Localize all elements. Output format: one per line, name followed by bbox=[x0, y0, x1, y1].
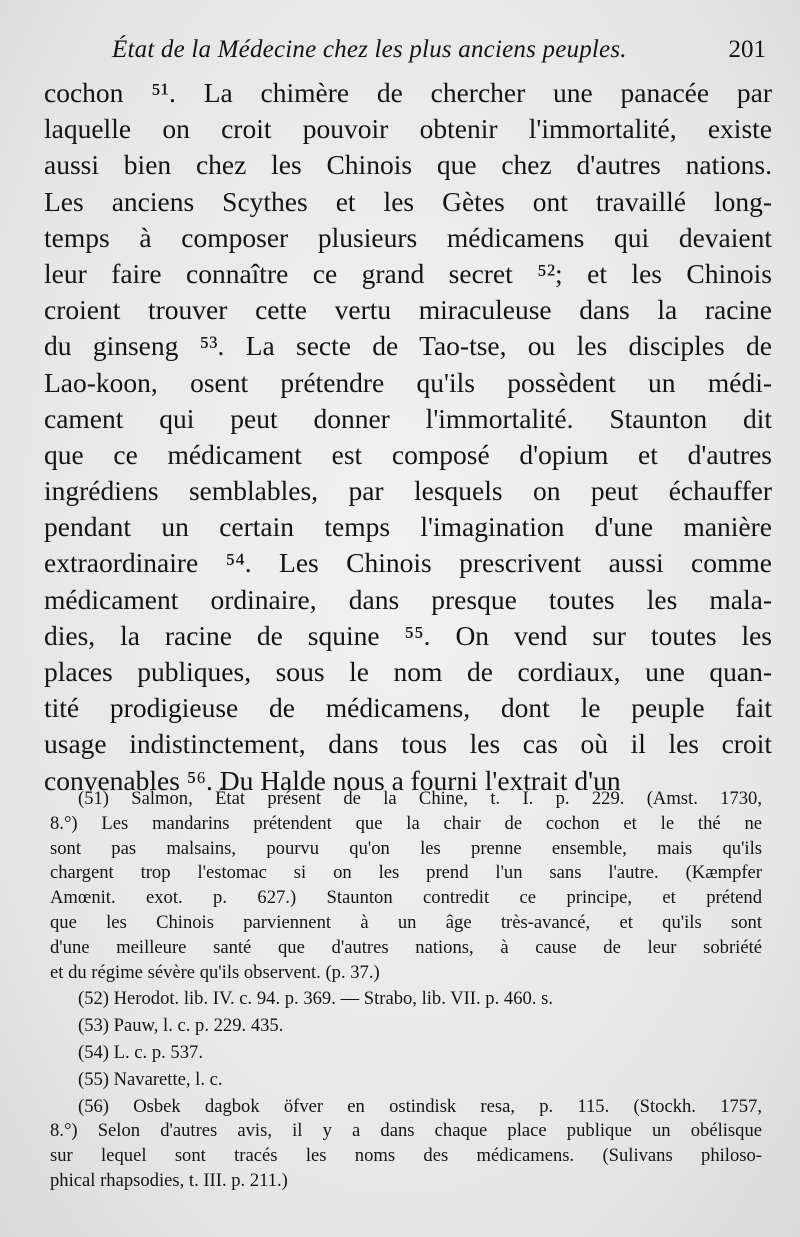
text-line: convenables ⁵⁶. Du Halde nous a fourni l'extrait d'un bbox=[44, 764, 621, 796]
running-title: État de la Médecine chez les plus anciens peuples. bbox=[112, 36, 627, 63]
footnote-line: et du régime sévère qu'ils observent. (p. 37.) bbox=[50, 961, 380, 983]
page-header bbox=[0, 36, 800, 76]
text-line: usage indistinctement, dans tous les cas où il les croit bbox=[44, 728, 772, 760]
text-line: dies, la racine de squine ⁵⁵. On vend sur toutes les bbox=[44, 619, 772, 651]
text-line: Lao-koon, osent prétendre qu'ils possèdent un médi- bbox=[44, 366, 772, 398]
footnote-line: phical rhapsodies, t. III. p. 211.) bbox=[50, 1169, 288, 1191]
footnote-line: 8.°) Les mandarins prétendent que la chair de cochon et le thé ne bbox=[50, 812, 762, 834]
text-line: du ginseng ⁵³. La secte de Tao-tse, ou les disciples de bbox=[44, 330, 772, 362]
footnote-line: (55) Navarette, l. c. bbox=[78, 1068, 223, 1090]
text-line: extraordinaire ⁵⁴. Les Chinois prescrivent aussi comme bbox=[44, 547, 772, 579]
text-line: cochon ⁵¹. La chimère de chercher une panacée par bbox=[44, 77, 772, 108]
text-line: temps à composer plusieurs médicamens qui devaient bbox=[44, 221, 772, 253]
text-line: aussi bien chez les Chinois que chez d'autres nations. bbox=[44, 149, 772, 181]
footnote-line: chargent trop l'estomac si on les prend l'un sans l'autre. (Kæmpfer bbox=[50, 862, 762, 884]
footnote-53 bbox=[50, 1014, 762, 1039]
text-line: tité prodigieuse de médicamens, dont le peuple fait bbox=[44, 692, 772, 724]
text-line: médicament ordinaire, dans presque toutes les mala- bbox=[44, 583, 772, 615]
text-line: Les anciens Scythes et les Gètes ont travaillé long- bbox=[44, 185, 772, 217]
footnotes bbox=[50, 787, 762, 1196]
page-number: 201 bbox=[728, 36, 766, 63]
footnote-51 bbox=[50, 787, 762, 985]
footnote-54 bbox=[50, 1041, 762, 1066]
footnote-56 bbox=[50, 1095, 762, 1194]
text-line: places publiques, sous le nom de cordiaux, une quan- bbox=[44, 656, 772, 687]
footnote-line: sur lequel sont tracés les noms des médicamens. (Sulivans philoso- bbox=[50, 1145, 762, 1167]
footnote-line: (53) Pauw, l. c. p. 229. 435. bbox=[78, 1015, 284, 1037]
footnote-line: (51) Salmon, État présent de la Chine, t. I. p. 229. (Amst. 1730, bbox=[78, 788, 762, 809]
footnote-line: sont pas malsains, pourvu qu'on les prenne ensemble, mais qu'ils bbox=[50, 837, 762, 859]
footnote-line: que les Chinois parviennent à un âge très-avancé, et qu'ils sont bbox=[50, 911, 762, 933]
footnote-line: 8.°) Selon d'autres avis, il y a dans chaque place publique un obélisque bbox=[50, 1120, 762, 1142]
text-line: leur faire connaître ce grand secret ⁵²; et les Chinois bbox=[44, 257, 772, 289]
text-line: que ce médicament est composé d'opium et d'autres bbox=[44, 438, 772, 470]
footnote-line: (54) L. c. p. 537. bbox=[78, 1041, 203, 1063]
footnote-line: Amœnit. exot. p. 627.) Staunton contredit ce principe, et prétend bbox=[50, 887, 762, 909]
footnote-line: (52) Herodot. lib. IV. c. 94. p. 369. — Strabo, lib. VII. p. 460. s. bbox=[78, 988, 553, 1010]
footnote-52 bbox=[50, 987, 762, 1012]
footnote-line: d'une meilleure santé que d'autres nations, à cause de leur sobriété bbox=[50, 936, 762, 958]
text-line: ingrédiens semblables, par lesquels on peut échauffer bbox=[44, 475, 772, 507]
text-line: laquelle on croit pouvoir obtenir l'immortalité, existe bbox=[44, 113, 772, 145]
footnote-line: (56) Osbek dagbok öfver en ostindisk resa, p. 115. (Stockh. 1757, bbox=[78, 1095, 762, 1117]
text-line: cament qui peut donner l'immortalité. Staunton dit bbox=[44, 402, 772, 434]
text-line: pendant un certain temps l'imagination d'une manière bbox=[44, 511, 772, 543]
main-text bbox=[44, 75, 772, 799]
text-line: croient trouver cette vertu miraculeuse dans la racine bbox=[44, 294, 772, 326]
footnote-55 bbox=[50, 1068, 762, 1093]
